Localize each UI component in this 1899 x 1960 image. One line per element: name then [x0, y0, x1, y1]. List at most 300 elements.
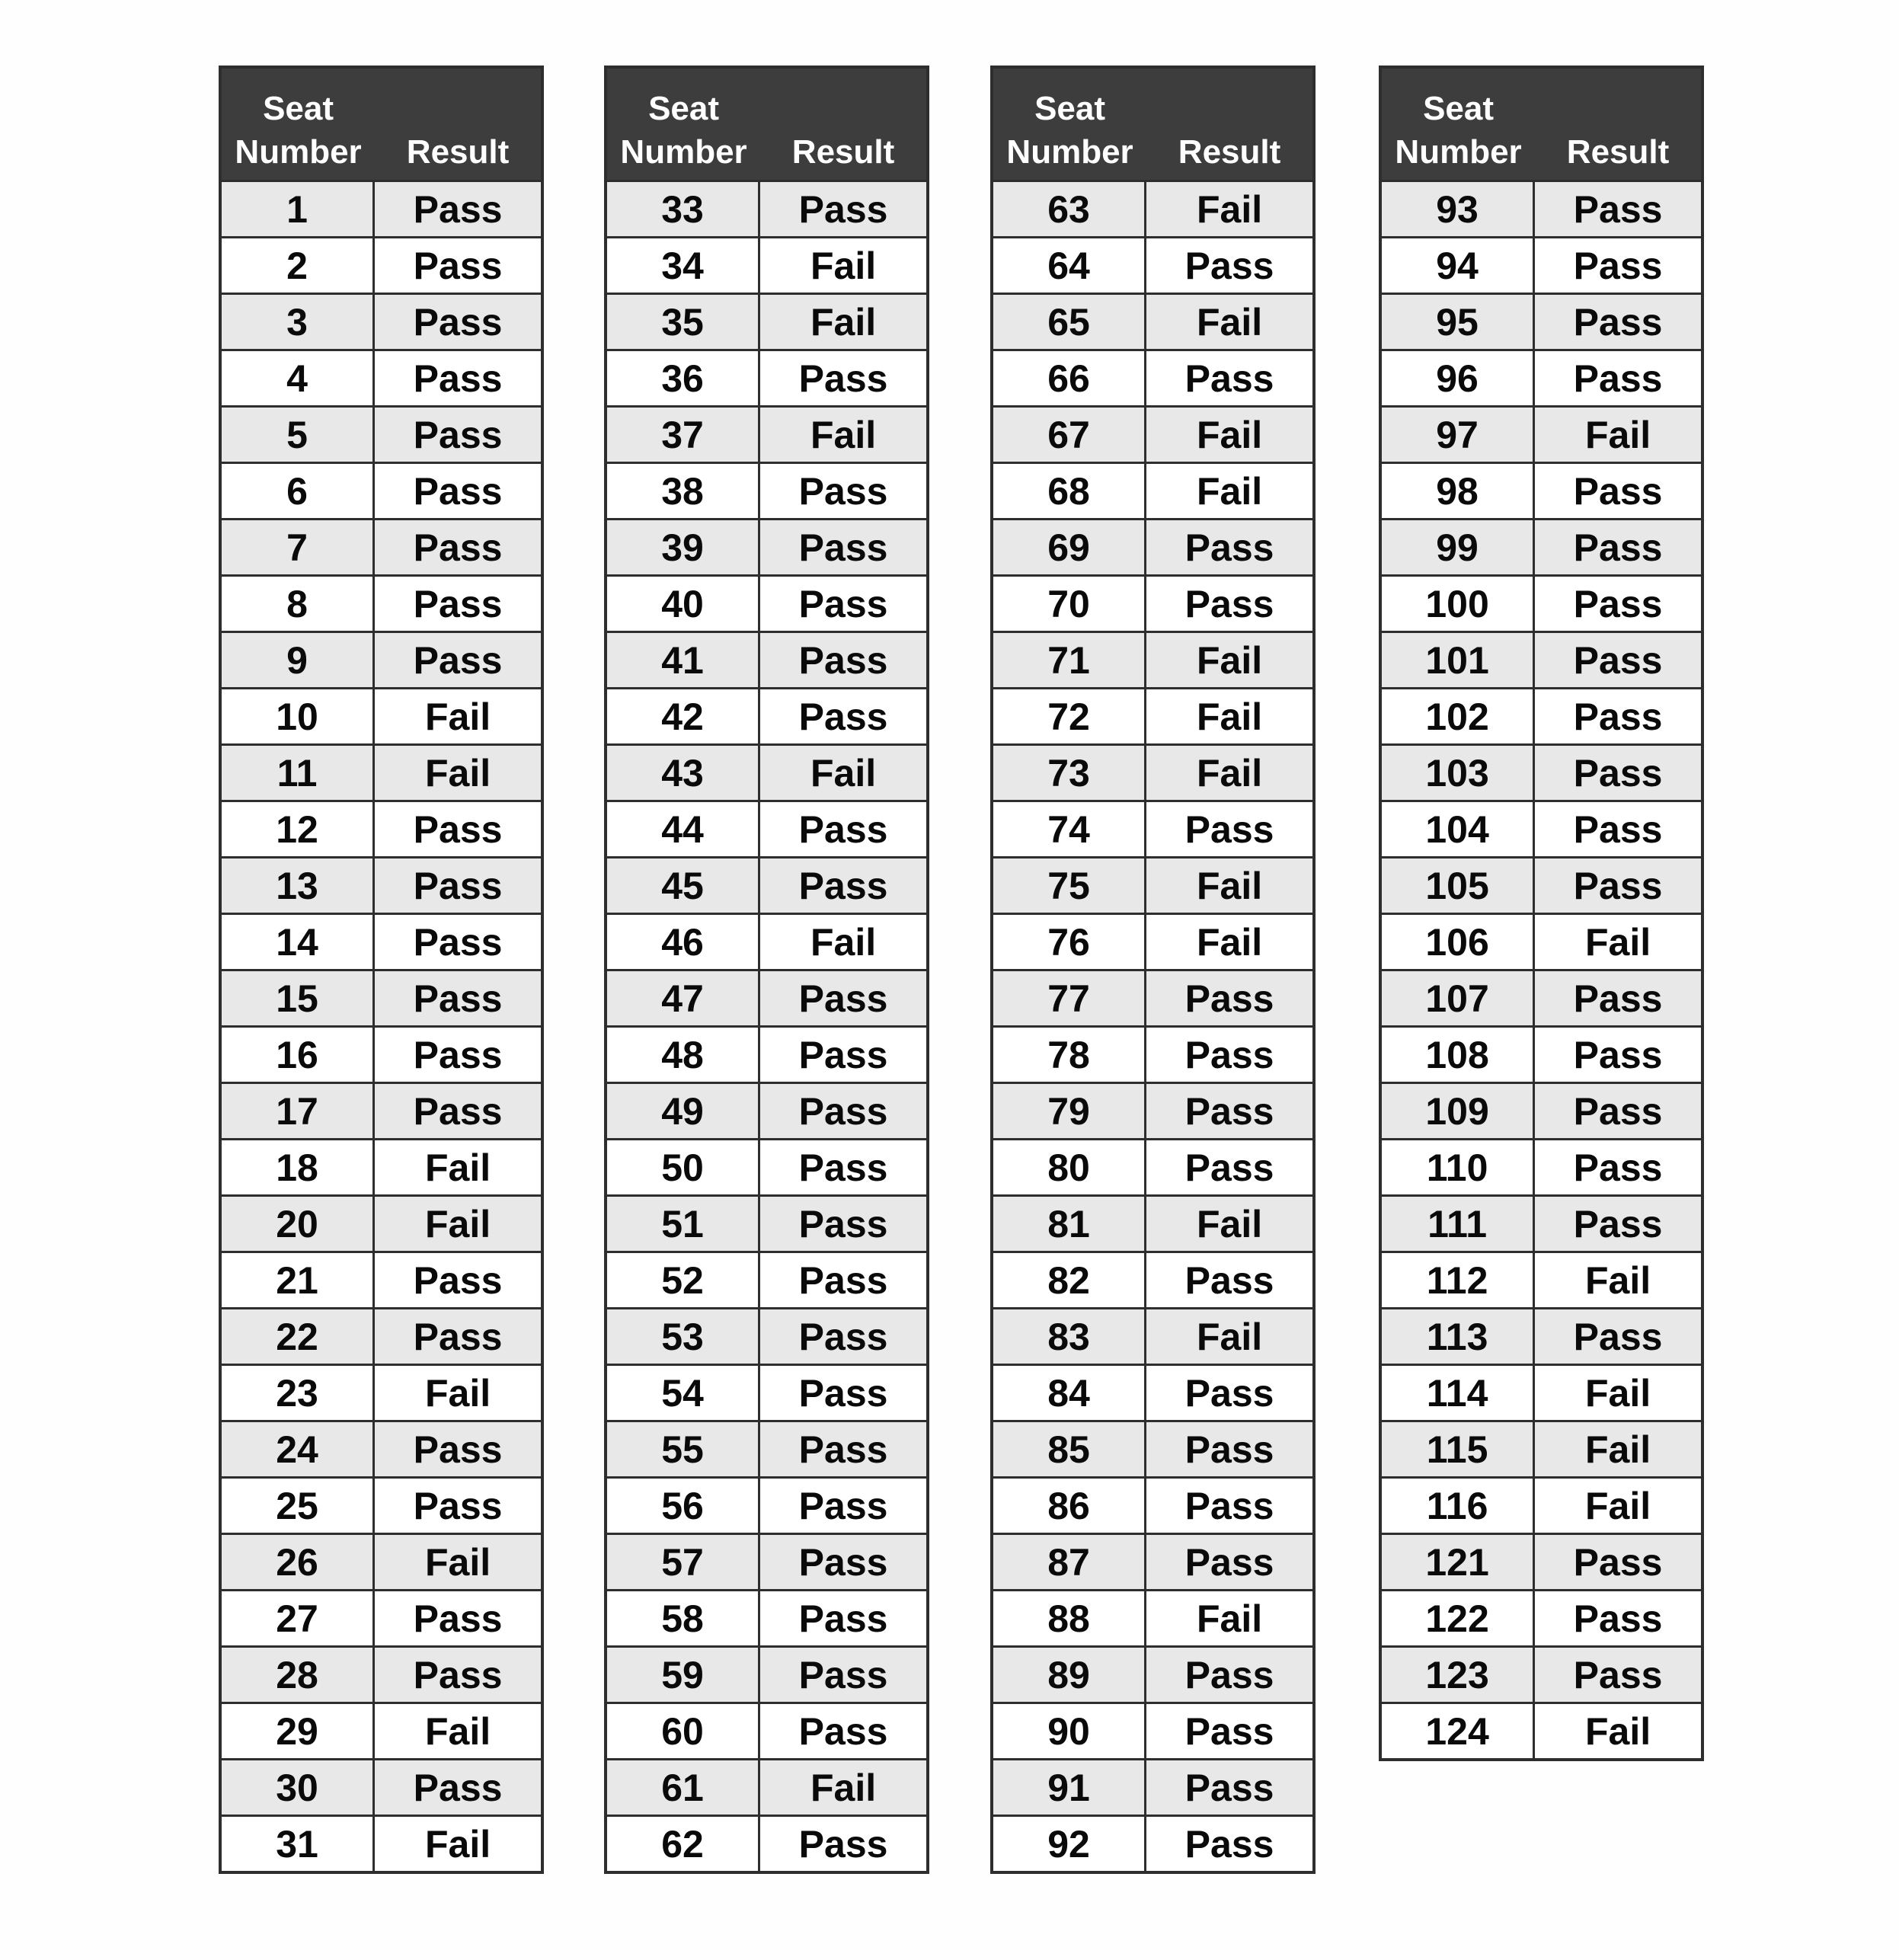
table-row	[993, 1533, 1312, 1589]
seat-number-cell: 15	[222, 971, 375, 1025]
table-row	[1382, 1533, 1701, 1589]
seat-number-cell: 103	[1382, 746, 1535, 800]
seat-number-cell: 10	[222, 689, 375, 743]
table-row	[993, 969, 1312, 1025]
result-cell: Fail	[1584, 1428, 1651, 1471]
table-row	[993, 574, 1312, 631]
result-cell: Pass	[1573, 1597, 1663, 1640]
table-row	[1382, 518, 1701, 574]
table-row	[222, 518, 541, 574]
seat-number-cell: 3	[222, 295, 375, 349]
table-row	[222, 913, 541, 969]
seat-number-cell: 17	[222, 1084, 375, 1138]
seat-number-cell: 116	[1382, 1479, 1535, 1533]
result-cell: Pass	[413, 977, 503, 1020]
table-row	[222, 743, 541, 800]
seat-number-cell: 59	[607, 1648, 760, 1702]
result-cell: Fail	[424, 1709, 491, 1753]
seat-number-cell: 16	[222, 1028, 375, 1082]
result-cell: Pass	[1573, 1653, 1663, 1696]
result-cell: Pass	[798, 807, 888, 851]
seat-number-header: Seat Number	[235, 89, 362, 171]
result-header: Result	[1178, 133, 1281, 171]
seat-number-cell: 104	[1382, 802, 1535, 856]
result-cell: Pass	[413, 1089, 503, 1133]
result-cell: Fail	[424, 695, 491, 738]
table-row	[1382, 405, 1701, 462]
seat-number-cell: 52	[607, 1253, 760, 1307]
seat-number-cell: 84	[993, 1366, 1146, 1420]
table-row	[1382, 1251, 1701, 1307]
seat-number-cell: 82	[993, 1253, 1146, 1307]
seat-number-cell: 25	[222, 1479, 375, 1533]
result-cell: Pass	[1573, 807, 1663, 851]
table-row	[222, 1589, 541, 1645]
table-row	[222, 800, 541, 856]
table-row	[993, 631, 1312, 687]
seat-number-cell: 115	[1382, 1422, 1535, 1476]
seat-number-cell: 58	[607, 1591, 760, 1645]
result-cell: Pass	[798, 1540, 888, 1584]
table-row	[993, 800, 1312, 856]
table-row	[222, 1476, 541, 1533]
table-row	[222, 1364, 541, 1420]
table-row	[1382, 1194, 1701, 1251]
seat-number-cell: 65	[993, 295, 1146, 349]
table-row	[1382, 687, 1701, 743]
table-row	[1382, 1420, 1701, 1476]
result-cell: Pass	[798, 1202, 888, 1245]
table-row	[222, 236, 541, 293]
result-cell: Fail	[1584, 413, 1651, 456]
table-row	[993, 856, 1312, 913]
seat-number-header: Seat Number	[620, 89, 747, 171]
seat-number-cell: 56	[607, 1479, 760, 1533]
table-header	[222, 69, 541, 180]
seat-number-cell: 41	[607, 633, 760, 687]
table-row	[607, 1420, 926, 1476]
result-cell: Pass	[1573, 695, 1663, 738]
table-row	[993, 1815, 1312, 1871]
seat-number-cell: 8	[222, 577, 375, 631]
result-cell: Fail	[810, 920, 877, 964]
table-row	[1382, 1645, 1701, 1702]
seat-number-header: Seat Number	[1006, 89, 1133, 171]
table-row	[607, 293, 926, 349]
result-cell: Pass	[413, 807, 503, 851]
result-cell: Fail	[1584, 1484, 1651, 1527]
table-row	[607, 1589, 926, 1645]
seat-number-cell: 90	[993, 1704, 1146, 1758]
seat-number-cell: 24	[222, 1422, 375, 1476]
seat-number-cell: 1	[222, 182, 375, 236]
result-cell: Pass	[798, 1146, 888, 1189]
table-row	[607, 687, 926, 743]
result-cell: Pass	[798, 469, 888, 513]
table-row	[607, 1025, 926, 1082]
seat-number-cell: 75	[993, 858, 1146, 913]
seat-number-cell: 34	[607, 238, 760, 293]
table-row	[1382, 349, 1701, 405]
seat-number-cell: 80	[993, 1140, 1146, 1194]
seat-number-cell: 47	[607, 971, 760, 1025]
seat-number-cell: 21	[222, 1253, 375, 1307]
seat-number-cell: 31	[222, 1817, 375, 1871]
result-cell: Pass	[413, 469, 503, 513]
table-row	[993, 180, 1312, 236]
table-row	[1382, 969, 1701, 1025]
result-cell: Pass	[1184, 1766, 1274, 1809]
result-cell: Pass	[413, 1484, 503, 1527]
result-cell: Pass	[798, 526, 888, 569]
result-cell: Fail	[1584, 1258, 1651, 1302]
result-cell: Pass	[1184, 1484, 1274, 1527]
table-row	[607, 913, 926, 969]
table-row	[607, 1645, 926, 1702]
result-cell: Fail	[1196, 469, 1263, 513]
table-row	[993, 1589, 1312, 1645]
seat-number-cell: 106	[1382, 915, 1535, 969]
seat-number-cell: 67	[993, 408, 1146, 462]
table-row	[222, 1702, 541, 1758]
table-row	[222, 1082, 541, 1138]
seat-number-cell: 13	[222, 858, 375, 913]
table-header	[1382, 69, 1701, 180]
table-row	[1382, 1702, 1701, 1758]
table-row	[222, 1307, 541, 1364]
result-cell: Pass	[798, 1653, 888, 1696]
table-row	[993, 687, 1312, 743]
result-cell: Fail	[1196, 864, 1263, 907]
table-row	[222, 687, 541, 743]
result-cell: Pass	[413, 1258, 503, 1302]
result-cell: Pass	[413, 357, 503, 400]
table-row	[222, 1025, 541, 1082]
seat-number-cell: 93	[1382, 182, 1535, 236]
table-row	[1382, 800, 1701, 856]
result-cell: Pass	[798, 638, 888, 682]
result-cell: Fail	[424, 1146, 491, 1189]
table-row	[607, 743, 926, 800]
table-row	[993, 1194, 1312, 1251]
result-cell: Pass	[798, 1428, 888, 1471]
result-cell: Pass	[798, 977, 888, 1020]
table-row	[1382, 631, 1701, 687]
table-row	[607, 518, 926, 574]
result-cell: Pass	[798, 695, 888, 738]
seat-number-cell: 44	[607, 802, 760, 856]
table-row	[222, 856, 541, 913]
table-row	[993, 1251, 1312, 1307]
seat-number-cell: 88	[993, 1591, 1146, 1645]
result-cell: Pass	[798, 1033, 888, 1076]
seat-number-cell: 26	[222, 1535, 375, 1589]
seat-number-cell: 60	[607, 1704, 760, 1758]
result-cell: Pass	[1573, 1540, 1663, 1584]
seat-number-cell: 49	[607, 1084, 760, 1138]
table-row	[1382, 856, 1701, 913]
table-row	[1382, 913, 1701, 969]
results-table-4	[1379, 66, 1704, 1761]
result-cell: Pass	[798, 1371, 888, 1415]
table-row	[607, 1307, 926, 1364]
table-row	[1382, 574, 1701, 631]
result-header: Result	[1566, 133, 1670, 171]
result-cell: Pass	[1573, 357, 1663, 400]
table-row	[607, 349, 926, 405]
table-row	[607, 800, 926, 856]
seat-number-cell: 27	[222, 1591, 375, 1645]
seat-number-header: Seat Number	[1395, 89, 1522, 171]
table-row	[1382, 1307, 1701, 1364]
result-cell: Fail	[1196, 187, 1263, 231]
seat-number-cell: 55	[607, 1422, 760, 1476]
table-row	[607, 631, 926, 687]
seat-number-cell: 61	[607, 1760, 760, 1815]
seat-number-cell: 33	[607, 182, 760, 236]
seat-number-cell: 100	[1382, 577, 1535, 631]
result-cell: Pass	[798, 357, 888, 400]
seat-number-cell: 50	[607, 1140, 760, 1194]
result-cell: Fail	[1584, 1371, 1651, 1415]
seat-number-cell: 51	[607, 1197, 760, 1251]
table-row	[222, 462, 541, 518]
seat-number-cell: 85	[993, 1422, 1146, 1476]
result-cell: Fail	[424, 1202, 491, 1245]
seat-number-cell: 64	[993, 238, 1146, 293]
result-cell: Pass	[1184, 1258, 1274, 1302]
result-cell: Pass	[1184, 1146, 1274, 1189]
seat-number-cell: 78	[993, 1028, 1146, 1082]
result-cell: Pass	[798, 1315, 888, 1358]
seat-number-cell: 69	[993, 520, 1146, 574]
seat-number-cell: 36	[607, 351, 760, 405]
seat-number-cell: 66	[993, 351, 1146, 405]
table-row	[607, 462, 926, 518]
table-row	[1382, 1138, 1701, 1194]
seat-number-cell: 73	[993, 746, 1146, 800]
table-row	[993, 236, 1312, 293]
seat-number-cell: 87	[993, 1535, 1146, 1589]
result-header: Result	[406, 133, 510, 171]
result-cell: Pass	[413, 1315, 503, 1358]
seat-number-cell: 97	[1382, 408, 1535, 462]
seat-number-cell: 30	[222, 1760, 375, 1815]
seat-number-cell: 89	[993, 1648, 1146, 1702]
table-row	[607, 969, 926, 1025]
table-row	[222, 1194, 541, 1251]
table-row	[607, 1138, 926, 1194]
result-cell: Pass	[1573, 1202, 1663, 1245]
table-row	[1382, 236, 1701, 293]
result-cell: Fail	[810, 1766, 877, 1809]
table-row	[222, 405, 541, 462]
seat-number-cell: 111	[1382, 1197, 1535, 1251]
table-row	[993, 405, 1312, 462]
result-cell: Pass	[1573, 1315, 1663, 1358]
result-cell: Pass	[1184, 582, 1274, 625]
result-cell: Pass	[1573, 1033, 1663, 1076]
seat-number-cell: 113	[1382, 1309, 1535, 1364]
table-row	[607, 236, 926, 293]
result-cell: Fail	[810, 413, 877, 456]
results-table-1	[219, 66, 544, 1874]
table-row	[222, 1138, 541, 1194]
result-cell: Pass	[1184, 526, 1274, 569]
seat-number-cell: 38	[607, 464, 760, 518]
seat-number-cell: 112	[1382, 1253, 1535, 1307]
result-cell: Pass	[1184, 244, 1274, 287]
seat-number-cell: 108	[1382, 1028, 1535, 1082]
result-cell: Fail	[1196, 413, 1263, 456]
seat-number-cell: 28	[222, 1648, 375, 1702]
result-cell: Pass	[1573, 977, 1663, 1020]
seat-number-cell: 62	[607, 1817, 760, 1871]
table-row	[607, 1194, 926, 1251]
result-cell: Fail	[1196, 920, 1263, 964]
table-row	[222, 574, 541, 631]
seat-number-cell: 35	[607, 295, 760, 349]
result-cell: Pass	[1573, 187, 1663, 231]
result-cell: Pass	[1573, 864, 1663, 907]
seat-number-cell: 43	[607, 746, 760, 800]
result-cell: Pass	[1184, 1371, 1274, 1415]
seat-number-cell: 14	[222, 915, 375, 969]
result-cell: Pass	[413, 244, 503, 287]
result-cell: Fail	[1196, 300, 1263, 344]
table-row	[993, 518, 1312, 574]
result-cell: Fail	[1196, 1597, 1263, 1640]
result-cell: Pass	[413, 1653, 503, 1696]
table-row	[993, 1082, 1312, 1138]
result-cell: Pass	[1184, 357, 1274, 400]
table-row	[607, 405, 926, 462]
seat-number-cell: 122	[1382, 1591, 1535, 1645]
table-row	[993, 1307, 1312, 1364]
table-row	[993, 1702, 1312, 1758]
result-cell: Fail	[1196, 1202, 1263, 1245]
result-cell: Fail	[1584, 920, 1651, 964]
result-cell: Pass	[1184, 1709, 1274, 1753]
result-cell: Pass	[1573, 751, 1663, 795]
result-cell: Pass	[798, 1709, 888, 1753]
seat-number-cell: 105	[1382, 858, 1535, 913]
result-cell: Pass	[1184, 1089, 1274, 1133]
table-row	[222, 180, 541, 236]
result-cell: Pass	[798, 1597, 888, 1640]
result-cell: Pass	[1573, 244, 1663, 287]
result-cell: Fail	[424, 751, 491, 795]
seat-number-cell: 37	[607, 408, 760, 462]
seat-number-cell: 79	[993, 1084, 1146, 1138]
seat-number-cell: 101	[1382, 633, 1535, 687]
table-row	[1382, 1364, 1701, 1420]
seat-number-cell: 42	[607, 689, 760, 743]
table-row	[993, 293, 1312, 349]
table-row	[1382, 462, 1701, 518]
result-cell: Pass	[798, 864, 888, 907]
seat-number-cell: 123	[1382, 1648, 1535, 1702]
result-cell: Pass	[798, 1484, 888, 1527]
table-row	[607, 1758, 926, 1815]
result-cell: Fail	[1196, 751, 1263, 795]
seat-number-cell: 92	[993, 1817, 1146, 1871]
result-cell: Fail	[810, 751, 877, 795]
seat-number-cell: 86	[993, 1479, 1146, 1533]
table-row	[993, 1138, 1312, 1194]
result-cell: Pass	[413, 920, 503, 964]
table-row	[222, 969, 541, 1025]
result-cell: Fail	[810, 244, 877, 287]
result-cell: Pass	[798, 1258, 888, 1302]
seat-number-cell: 96	[1382, 351, 1535, 405]
table-row	[993, 743, 1312, 800]
table-row	[993, 1645, 1312, 1702]
result-cell: Pass	[413, 582, 503, 625]
seat-number-cell: 94	[1382, 238, 1535, 293]
table-row	[1382, 293, 1701, 349]
table-row	[1382, 1082, 1701, 1138]
result-cell: Pass	[413, 187, 503, 231]
seat-number-cell: 121	[1382, 1535, 1535, 1589]
result-cell: Pass	[413, 638, 503, 682]
table-header	[993, 69, 1312, 180]
seat-number-cell: 70	[993, 577, 1146, 631]
table-row	[993, 462, 1312, 518]
result-cell: Pass	[1184, 1033, 1274, 1076]
seat-number-cell: 39	[607, 520, 760, 574]
result-cell: Pass	[413, 1033, 503, 1076]
seat-number-cell: 63	[993, 182, 1146, 236]
table-row	[222, 293, 541, 349]
table-row	[993, 1758, 1312, 1815]
table-row	[222, 1645, 541, 1702]
seat-number-cell: 76	[993, 915, 1146, 969]
result-cell: Fail	[1196, 1315, 1263, 1358]
table-row	[1382, 1025, 1701, 1082]
seat-number-cell: 5	[222, 408, 375, 462]
seat-number-cell: 109	[1382, 1084, 1535, 1138]
seat-number-cell: 22	[222, 1309, 375, 1364]
seat-number-cell: 18	[222, 1140, 375, 1194]
seat-number-cell: 98	[1382, 464, 1535, 518]
seat-number-cell: 107	[1382, 971, 1535, 1025]
result-cell: Pass	[798, 582, 888, 625]
result-cell: Pass	[1184, 807, 1274, 851]
table-row	[222, 1533, 541, 1589]
table-row	[607, 1702, 926, 1758]
seat-number-cell: 7	[222, 520, 375, 574]
seat-number-cell: 29	[222, 1704, 375, 1758]
table-row	[993, 1025, 1312, 1082]
result-cell: Pass	[413, 413, 503, 456]
seat-number-cell: 11	[222, 746, 375, 800]
seat-number-cell: 110	[1382, 1140, 1535, 1194]
table-row	[993, 1476, 1312, 1533]
results-table-2	[604, 66, 929, 1874]
seat-number-cell: 74	[993, 802, 1146, 856]
seat-number-cell: 72	[993, 689, 1146, 743]
seat-number-cell: 40	[607, 577, 760, 631]
table-row	[222, 1815, 541, 1871]
result-cell: Pass	[1184, 1653, 1274, 1696]
result-cell: Pass	[1184, 1540, 1274, 1584]
result-cell: Pass	[1573, 526, 1663, 569]
table-row	[607, 856, 926, 913]
table-row	[607, 1251, 926, 1307]
seat-number-cell: 53	[607, 1309, 760, 1364]
result-cell: Pass	[1573, 638, 1663, 682]
